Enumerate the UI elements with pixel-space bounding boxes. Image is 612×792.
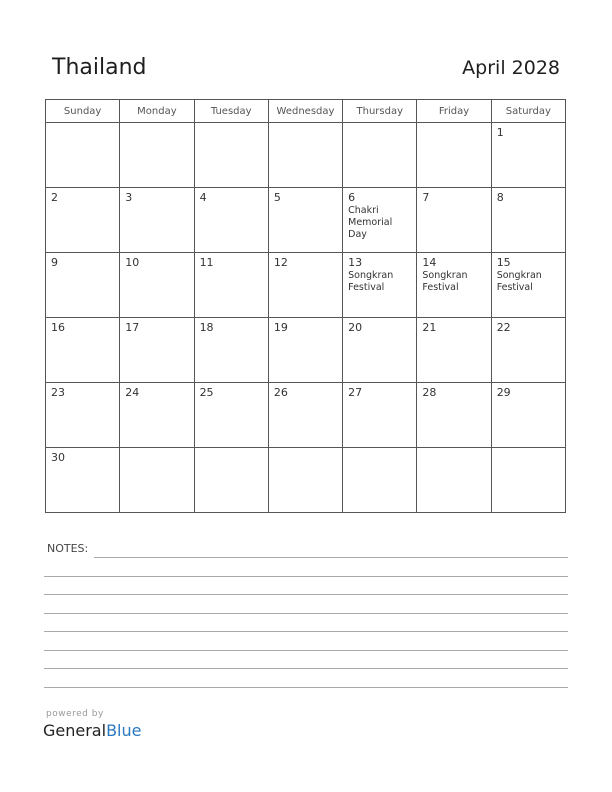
day-number: 16 bbox=[51, 321, 65, 334]
day-number: 15 bbox=[496, 256, 511, 269]
day-cell bbox=[417, 123, 491, 188]
day-cell bbox=[417, 318, 491, 383]
day-cell bbox=[194, 253, 268, 318]
day-cell bbox=[491, 123, 565, 188]
day-number: 1 bbox=[496, 126, 504, 139]
notes-line bbox=[44, 687, 568, 688]
day-cell bbox=[46, 188, 120, 253]
holiday-label: Songkran Festival bbox=[348, 270, 394, 293]
day-number: 17 bbox=[125, 321, 140, 334]
day-cell bbox=[491, 383, 565, 448]
weekday-tuesday: Tuesday bbox=[194, 100, 268, 123]
week-row bbox=[46, 383, 566, 448]
day-number: 21 bbox=[422, 321, 437, 334]
day-cell bbox=[491, 448, 565, 513]
day-cell bbox=[268, 253, 342, 318]
day-cell bbox=[343, 448, 417, 513]
generalblue-logo[interactable] bbox=[43, 721, 141, 740]
notes-line bbox=[44, 576, 568, 577]
notes-label: NOTES: bbox=[47, 542, 89, 555]
day-cell bbox=[120, 383, 194, 448]
day-cell bbox=[268, 123, 342, 188]
day-cell bbox=[194, 448, 268, 513]
day-cell bbox=[417, 188, 491, 253]
week-row bbox=[46, 253, 566, 318]
day-cell bbox=[491, 318, 565, 383]
day-number: 20 bbox=[348, 321, 363, 334]
day-cell bbox=[343, 253, 417, 318]
day-cell bbox=[343, 123, 417, 188]
day-number: 13 bbox=[348, 256, 363, 269]
week-row bbox=[46, 448, 566, 513]
day-cell bbox=[491, 253, 565, 318]
brand-blue: Blue bbox=[106, 721, 142, 740]
calendar-grid bbox=[45, 99, 566, 513]
day-cell bbox=[120, 188, 194, 253]
day-number: 14 bbox=[422, 256, 437, 269]
day-number: 2 bbox=[51, 191, 58, 204]
holiday-label: Songkran Festival bbox=[422, 270, 468, 293]
day-cell bbox=[268, 318, 342, 383]
day-cell bbox=[120, 123, 194, 188]
day-cell bbox=[46, 123, 120, 188]
day-number: 18 bbox=[199, 321, 214, 334]
day-cell bbox=[194, 123, 268, 188]
day-number: 22 bbox=[496, 321, 511, 334]
week-row bbox=[46, 318, 566, 383]
day-number: 29 bbox=[496, 386, 511, 399]
weekday-monday: Monday bbox=[120, 100, 194, 123]
day-cell bbox=[343, 188, 417, 253]
day-number: 27 bbox=[348, 386, 363, 399]
day-cell bbox=[268, 383, 342, 448]
day-cell bbox=[120, 448, 194, 513]
day-number: 3 bbox=[125, 191, 133, 204]
day-cell bbox=[417, 253, 491, 318]
month-title: April 2028 bbox=[462, 57, 560, 79]
day-number: 5 bbox=[273, 191, 281, 204]
day-cell bbox=[194, 188, 268, 253]
day-number: 19 bbox=[273, 321, 288, 334]
day-cell bbox=[120, 318, 194, 383]
day-cell bbox=[268, 448, 342, 513]
weekday-header-row bbox=[46, 100, 566, 123]
day-cell bbox=[120, 253, 194, 318]
day-cell bbox=[417, 448, 491, 513]
weekday-wednesday: Wednesday bbox=[268, 100, 342, 123]
day-number: 7 bbox=[422, 191, 430, 204]
weekday-thursday: Thursday bbox=[343, 100, 417, 123]
notes-line bbox=[44, 613, 568, 614]
notes-line bbox=[44, 631, 568, 632]
day-cell bbox=[343, 383, 417, 448]
day-cell bbox=[46, 318, 120, 383]
day-number: 25 bbox=[199, 386, 214, 399]
day-number: 28 bbox=[422, 386, 437, 399]
holiday-label: Songkran Festival bbox=[496, 270, 542, 293]
powered-by-text: powered by bbox=[46, 709, 104, 719]
notes-line bbox=[44, 594, 568, 595]
notes-line bbox=[44, 650, 568, 651]
day-cell bbox=[194, 383, 268, 448]
day-number: 30 bbox=[51, 451, 65, 464]
day-cell bbox=[46, 448, 120, 513]
day-number: 24 bbox=[125, 386, 140, 399]
weekday-sunday: Sunday bbox=[46, 100, 120, 123]
weekday-friday: Friday bbox=[417, 100, 491, 123]
notes-line bbox=[94, 557, 568, 558]
holiday-label: Chakri Memorial Day bbox=[348, 205, 393, 240]
country-title: Thailand bbox=[52, 55, 147, 80]
day-number: 9 bbox=[51, 256, 58, 269]
day-number: 10 bbox=[125, 256, 140, 269]
weekday-saturday: Saturday bbox=[491, 100, 565, 123]
day-cell bbox=[491, 188, 565, 253]
week-row bbox=[46, 188, 566, 253]
brand-general: General bbox=[43, 721, 107, 740]
day-number: 6 bbox=[348, 191, 356, 204]
week-row bbox=[46, 123, 566, 188]
day-cell bbox=[343, 318, 417, 383]
day-cell bbox=[46, 383, 120, 448]
day-number: 8 bbox=[496, 191, 504, 204]
day-number: 26 bbox=[273, 386, 288, 399]
day-number: 11 bbox=[199, 256, 214, 269]
day-cell bbox=[417, 383, 491, 448]
day-cell bbox=[46, 253, 120, 318]
day-number: 4 bbox=[199, 191, 207, 204]
day-number: 12 bbox=[273, 256, 288, 269]
day-cell bbox=[194, 318, 268, 383]
notes-line bbox=[44, 668, 568, 669]
day-cell bbox=[268, 188, 342, 253]
day-number: 23 bbox=[51, 386, 65, 399]
